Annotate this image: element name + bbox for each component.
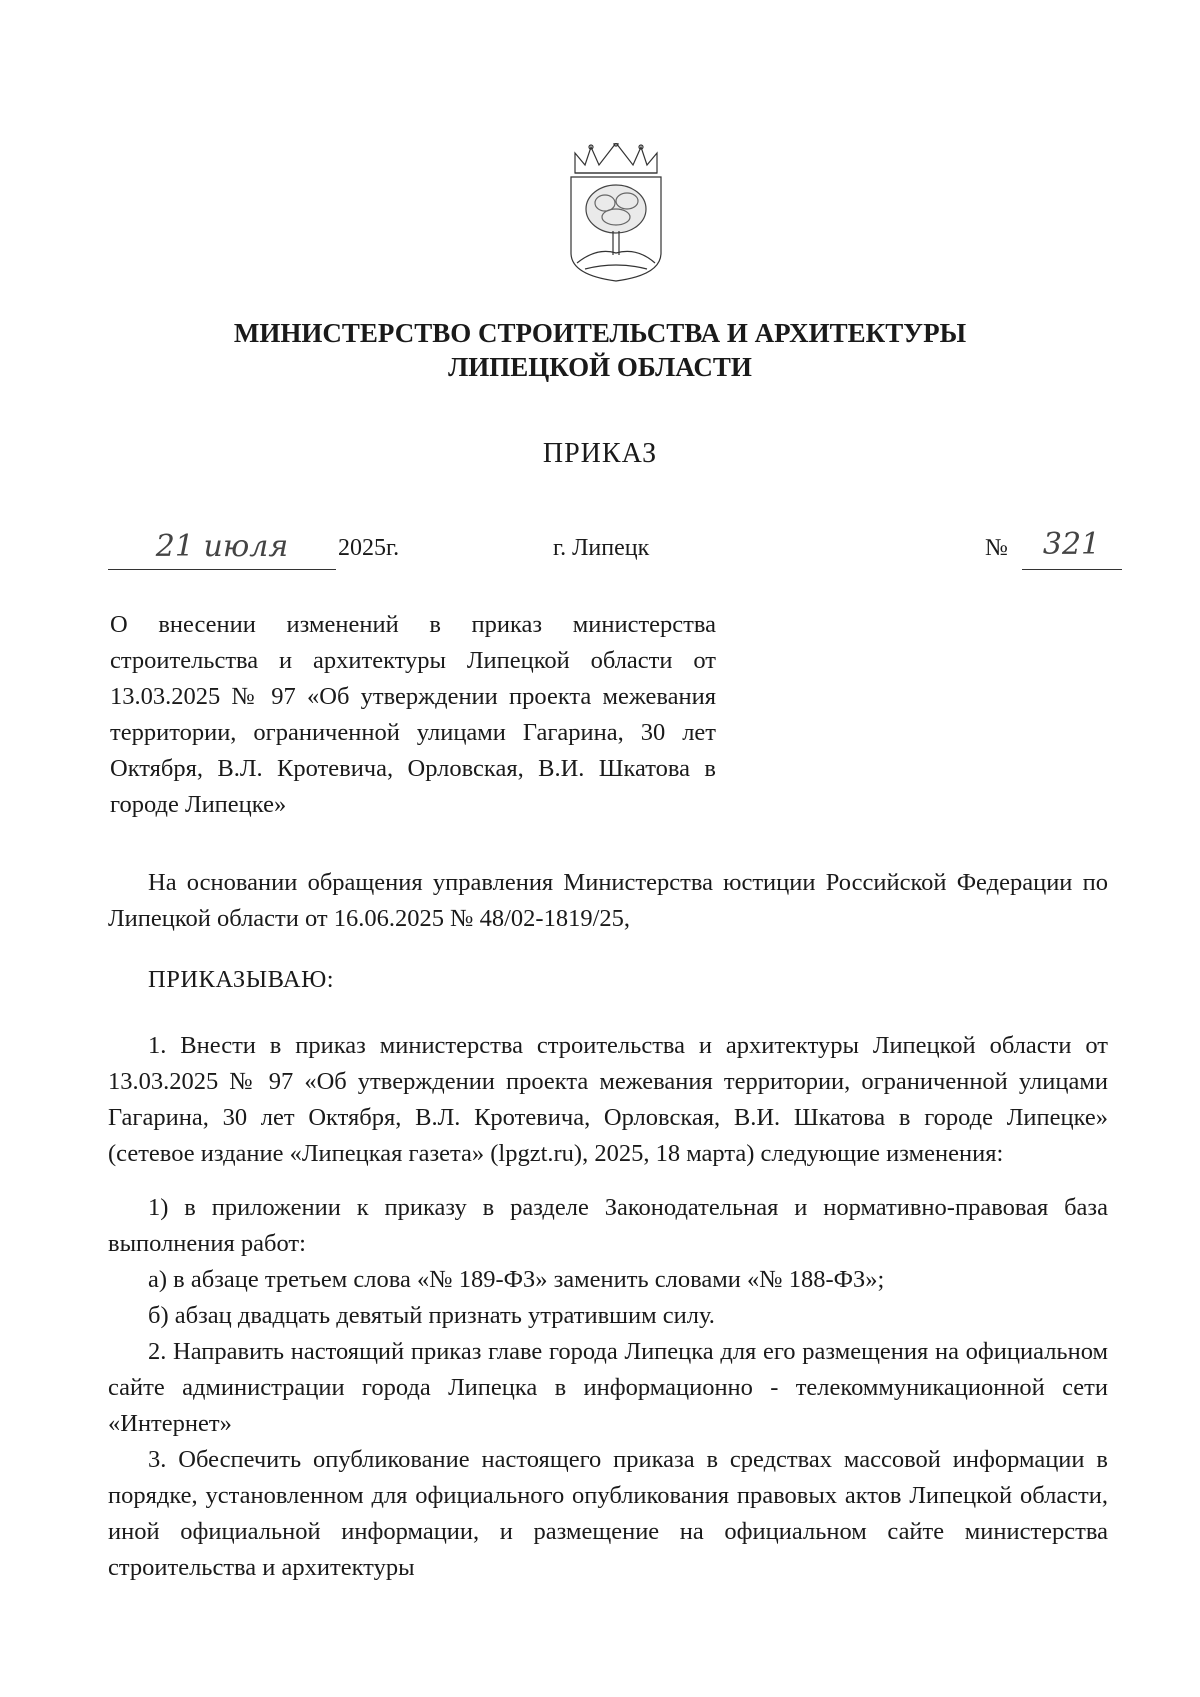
ministry-name-line-1: МИНИСТЕРСТВО СТРОИТЕЛЬСТВА И АРХИТЕКТУРЫ: [233, 318, 967, 348]
handwritten-number: 321: [1042, 527, 1101, 562]
item-1: 1. Внести в приказ министерства строительства и архитектуры Липецкой области от 13.03.2025 № 97 «Об утверждении проекта межевания территории, ограниченной улицами Гагарина, 30 лет Октября, В.Л. Кротевича, Орловская, В.И. Шкатова в городе Липецке» (сетевое издание «Липецкая газета» (lpgzt.ru), 2025, 18 марта) следующие изменения:: [108, 1032, 1108, 1167]
item-2: 2. Направить настоящий приказ главе города Липецка для его размещения на официальном сайте администрации города Липецка в информационно - телекоммуникационной сети «Интернет»: [108, 1338, 1108, 1437]
item-1-subitem-b: б) абзац двадцать девятый признать утратившим силу.: [148, 1302, 715, 1329]
item-1-subitem-a: а) в абзаце третьем слова «№ 189-ФЗ» заменить словами «№ 188-ФЗ»;: [148, 1266, 885, 1293]
date-year: 2025г.: [338, 535, 400, 561]
handwritten-date: 21 июля: [155, 529, 289, 564]
item-1-subitem-1: 1) в приложении к приказу в разделе Законодательная и нормативно-правовая база выполнения работ:: [108, 1194, 1108, 1257]
number-underline: [1022, 569, 1122, 570]
city: г. Липецк: [553, 535, 650, 561]
document-type: ПРИКАЗ: [542, 438, 658, 469]
ministry-name-line-2: ЛИПЕЦКОЙ ОБЛАСТИ: [448, 352, 752, 382]
orders-word: ПРИКАЗЫВАЮ:: [148, 966, 335, 993]
document-subject: О внесении изменений в приказ министерства строительства и архитектуры Липецкой области от 13.03.2025 № 97 «Об утверждении проекта межевания территории, ограниченной улицами Гагарина, 30 лет Октября, В.Л. Кротевича, Орловская, В.И. Шкатова в городе Липецке»: [110, 611, 716, 818]
number-label: №: [985, 535, 1008, 561]
lipetsk-coat-of-arms-icon: [567, 143, 665, 283]
basis-paragraph: На основании обращения управления Министерства юстиции Российской Федерации по Липецкой области от 16.06.2025 № 48/02-1819/25,: [108, 869, 1108, 932]
item-3: 3. Обеспечить опубликование настоящего приказа в средствах массовой информации в порядке, установленном для официального опубликования правовых актов Липецкой области, иной официальной информации, и размещение на официальном сайте министерства строительства и архитектуры: [108, 1446, 1108, 1581]
date-underline: [108, 569, 336, 570]
